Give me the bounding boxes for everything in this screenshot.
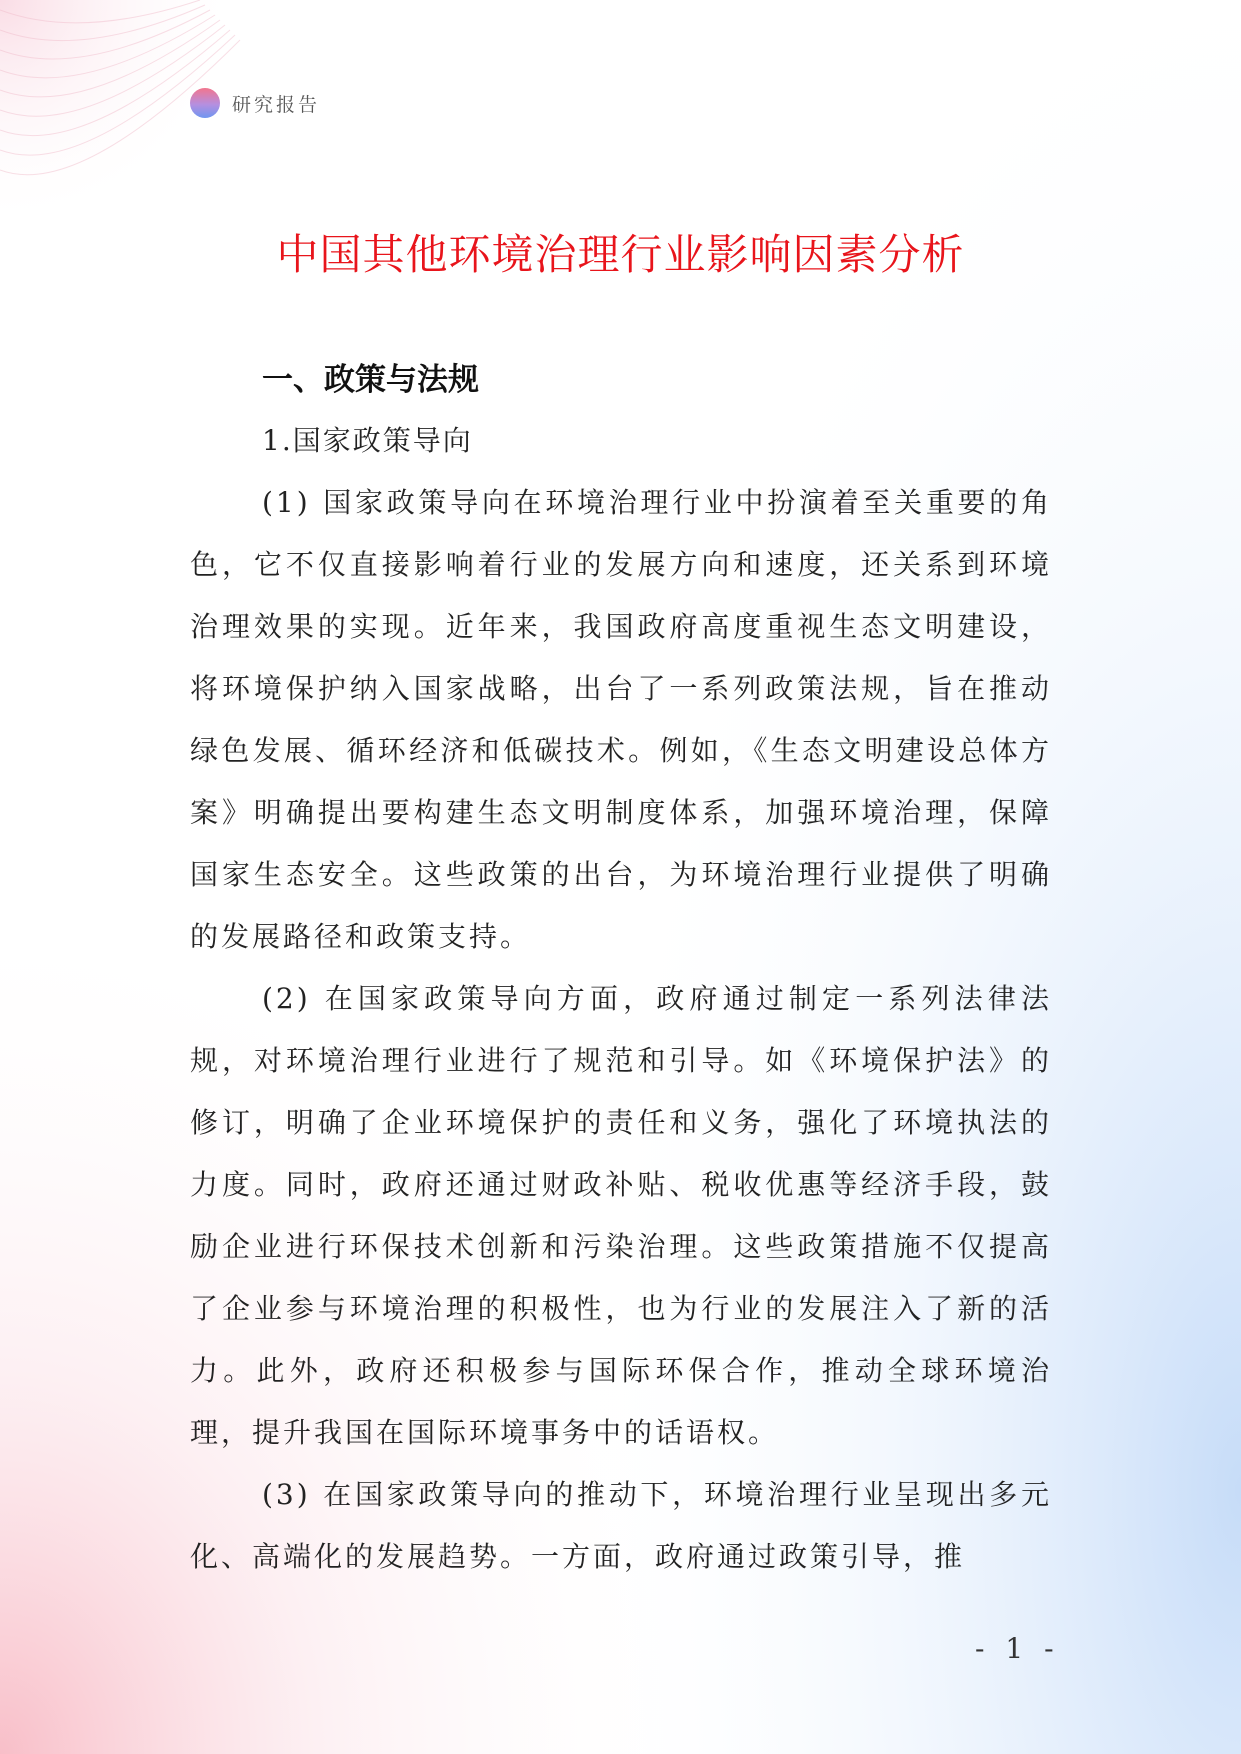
document-body bbox=[190, 350, 1052, 1588]
paragraph-2: (2) 在国家政策导向方面，政府通过制定一系列法律法规，对环境治理行业进行了规范和引导。如《环境保护法》的修订，明确了企业环境保护的责任和义务，强化了环境执法的力度。同时，政府还通过财政补贴、税收优惠等经济手段，鼓励企业进行环保技术创新和污染治理。这些政策措施不仅提高了企业参与环境治理的积极性，也为行业的发展注入了新的活力。此外，政府还积极参与国际环保合作，推动全球环境治理，提升我国在国际环境事务中的话语权。 bbox=[190, 982, 1052, 1449]
report-logo-icon bbox=[190, 88, 220, 118]
section-heading: 一、政策与法规 bbox=[262, 362, 479, 398]
page-number: - 1 - bbox=[975, 1632, 1060, 1665]
document-title: 中国其他环境治理行业影响因素分析 bbox=[276, 230, 965, 279]
header-label: 研究报告 bbox=[232, 93, 321, 116]
paragraph-3: (3) 在国家政策导向的推动下，环境治理行业呈现出多元化、高端化的发展趋势。一方面，政府通过政策引导，推 bbox=[190, 1478, 1052, 1573]
subsection-heading: 1.国家政策导向 bbox=[262, 424, 473, 457]
report-header bbox=[190, 88, 320, 118]
paragraph-1: (1) 国家政策导向在环境治理行业中扮演着至关重要的角色，它不仅直接影响着行业的发展方向和速度，还关系到环境治理效果的实现。近年来，我国政府高度重视生态文明建设，将环境保护纳入国家战略，出台了一系列政策法规，旨在推动绿色发展、循环经济和低碳技术。例如，《生态文明建设总体方案》明确提出要构建生态文明制度体系，加强环境治理，保障国家生态安全。这些政策的出台，为环境治理行业提供了明确的发展路径和政策支持。 bbox=[190, 486, 1052, 953]
